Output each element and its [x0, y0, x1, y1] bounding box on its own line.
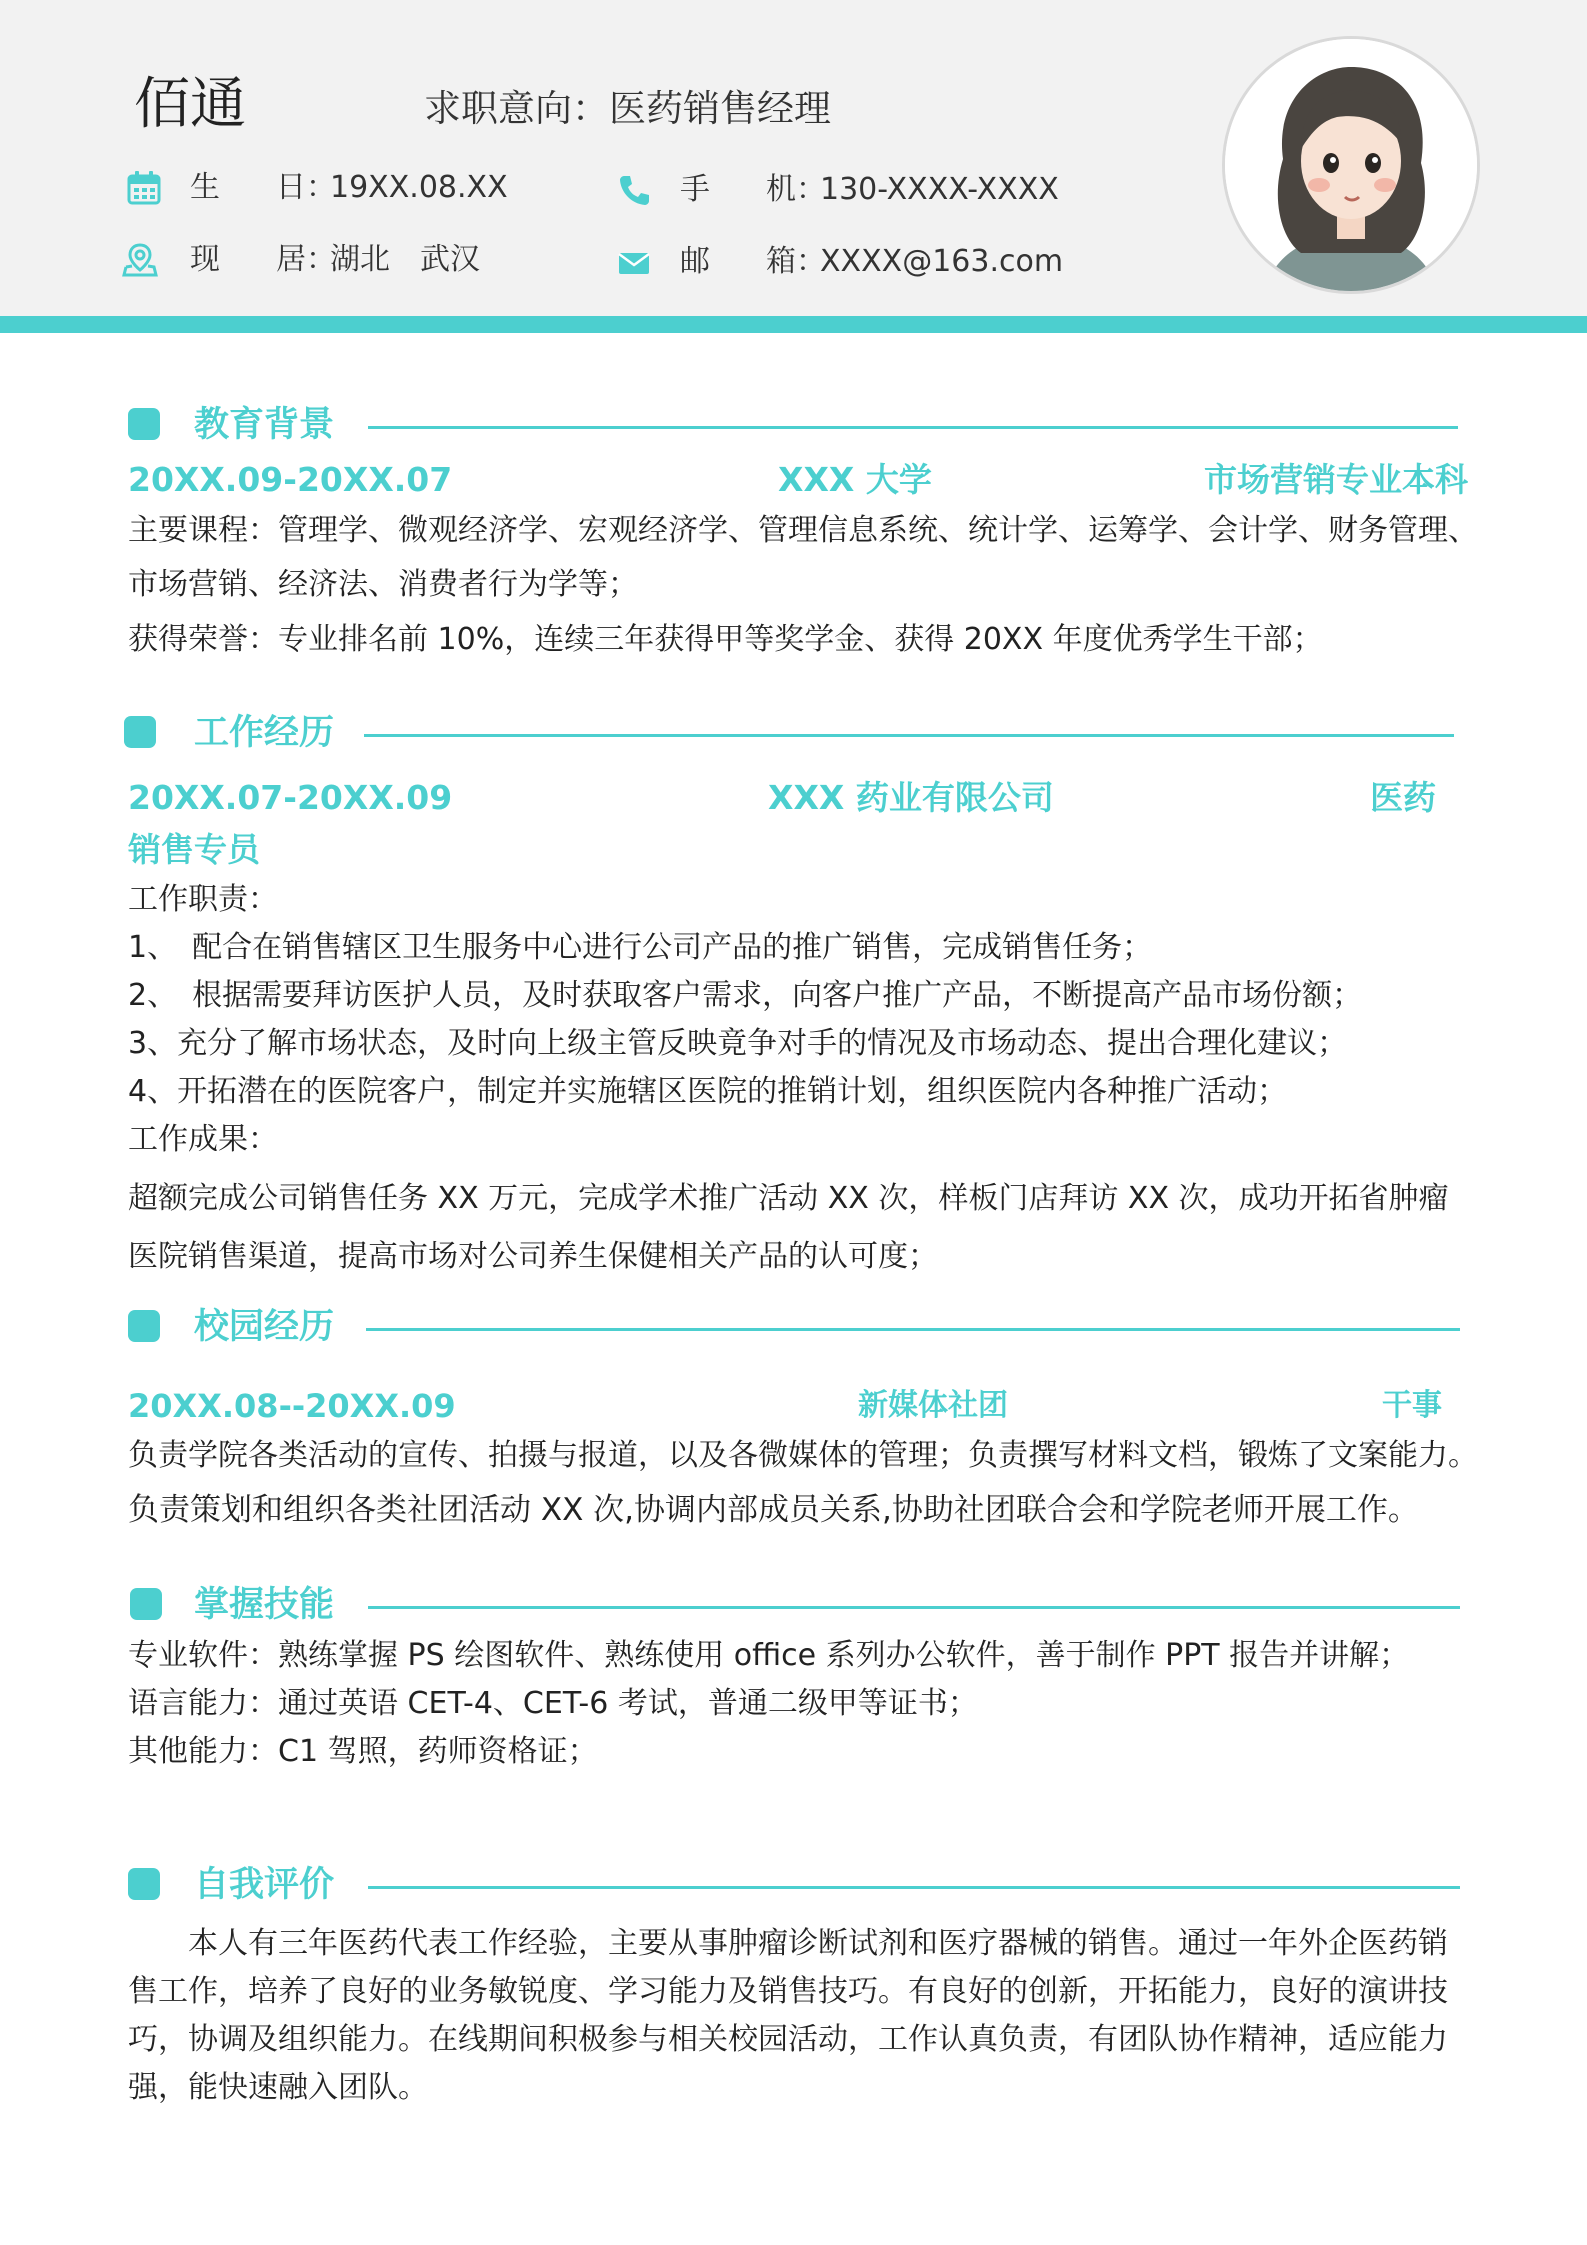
section-marker-icon [128, 408, 160, 440]
education-honors: 获得荣誉：专业排名前 10%，连续三年获得甲等奖学金、获得 20XX 年度优秀学生干部； [128, 622, 1323, 657]
work-results: 超额完成公司销售任务 XX 万元，完成学术推广活动 XX 次，样板门店拜访 XX 次，成功开拓省肿瘤医院销售渠道，提高市场对公司养生保健相关产品的认可度； [128, 1181, 1449, 1274]
calendar-icon [126, 170, 162, 206]
avatar [1222, 36, 1480, 294]
section-title: 掌握技能 [194, 1585, 335, 1625]
work-duties-label: 工作职责： [128, 882, 278, 917]
phone-key-1: 手 [680, 172, 710, 207]
work-duty-item: 2、 根据需要拜访医护人员，及时获取客户需求，向客户推广产品，不断提高产品市场份额； [128, 978, 1363, 1013]
avatar-illustration [1225, 39, 1477, 291]
education-major: 市场营销专业本科 [1204, 460, 1468, 499]
section-self-evaluation [128, 1860, 1458, 1910]
residence-row [122, 240, 642, 280]
work-role-part-2: 销售专员 [128, 830, 260, 869]
phone-icon [616, 172, 652, 208]
work-duty-item: 3、充分了解市场状态，及时向上级主管反映竟争对手的情况及市场动态、提出合理化建议； [128, 1026, 1348, 1061]
birth-key-2: 日： [276, 170, 336, 205]
section-title: 自我评价 [194, 1865, 335, 1905]
residence-key-1: 现 [190, 242, 220, 277]
email-value: XXXX@163.com [820, 244, 1064, 279]
education-school: XXX 大学 [778, 460, 932, 499]
section-title: 工作经历 [194, 713, 335, 753]
header-accent-bar [0, 316, 1587, 333]
section-divider [366, 1328, 1460, 1331]
campus-date: 20XX.08--20XX.09 [128, 1387, 456, 1425]
section-divider [368, 1606, 1460, 1609]
section-marker-icon [130, 1588, 162, 1620]
email-key-2: 箱： [766, 244, 826, 279]
residence-value: 湖北 武汉 [330, 242, 480, 277]
email-key-1: 邮 [680, 244, 710, 279]
campus-line-2: 负责策划和组织各类社团活动 XX 次,协调内部成员关系,协助社团联合会和学院老师开展工作。 [128, 1492, 1419, 1528]
self-evaluation-text: 本人有三年医药代表工作经验，主要从事肿瘤诊断试剂和医疗器械的销售。通过一年外企医药销售工作，培养了良好的业务敏锐度、学习能力及销售技巧。有良好的创新，开拓能力，良好的演讲技巧，协调及组织能力。在线期间积极参与相关校园活动，工作认真负责，有团队协作精神，适应能力强，能快速融入团队。 [128, 1926, 1448, 2105]
section-title: 校园经历 [194, 1307, 335, 1347]
section-divider [368, 426, 1458, 429]
education-date: 20XX.09-20XX.07 [128, 460, 453, 499]
work-role-part-1: 医药 [1370, 778, 1436, 817]
work-date: 20XX.07-20XX.09 [128, 778, 453, 817]
section-marker-icon [128, 1310, 160, 1342]
skill-item: 专业软件：熟练掌握 PS 绘图软件、熟练使用 office 系列办公软件，善于制作 PPT 报告并讲解； [128, 1638, 1410, 1673]
work-company: XXX 药业有限公司 [768, 778, 1054, 817]
birth-row [126, 168, 646, 208]
campus-org: 新媒体社团 [858, 1388, 1008, 1423]
birth-value: 19XX.08.XX [330, 170, 508, 205]
section-divider [364, 734, 1454, 737]
work-duty-item: 4、开拓潜在的医院客户，制定并实施辖区医院的推销计划，组织医院内各种推广活动； [128, 1074, 1288, 1109]
section-skills [128, 1580, 1458, 1630]
section-title: 教育背景 [194, 405, 335, 445]
skill-item: 语言能力：通过英语 CET-4、CET-6 考试，普通二级甲等证书； [128, 1686, 978, 1721]
location-icon [122, 242, 158, 278]
email-row [616, 242, 1176, 282]
section-marker-icon [124, 716, 156, 748]
phone-value: 130-XXXX-XXXX [820, 172, 1059, 207]
phone-row [616, 170, 1176, 210]
header-panel [0, 0, 1587, 316]
job-intent: 求职意向：医药销售经理 [424, 87, 831, 130]
mail-icon [616, 244, 652, 280]
residence-key-2: 居： [276, 242, 336, 277]
education-courses: 主要课程：管理学、微观经济学、宏观经济学、管理信息系统、统计学、运筹学、会计学、财务管理、市场营销、经济法、消费者行为学等； [128, 513, 1478, 602]
candidate-name: 佰通 [134, 72, 246, 137]
section-campus [128, 1302, 1458, 1352]
section-divider [368, 1886, 1460, 1889]
work-results-label: 工作成果： [128, 1122, 278, 1157]
phone-key-2: 机： [766, 172, 826, 207]
section-marker-icon [128, 1868, 160, 1900]
birth-key-1: 生 [190, 170, 220, 205]
work-duty-item: 1、 配合在销售辖区卫生服务中心进行公司产品的推广销售，完成销售任务； [128, 930, 1153, 965]
section-education [128, 400, 1458, 450]
skill-item: 其他能力：C1 驾照，药师资格证； [128, 1734, 598, 1769]
campus-role: 干事 [1382, 1388, 1442, 1423]
section-work [128, 708, 1458, 758]
campus-line-1: 负责学院各类活动的宣传、拍摄与报道，以及各微媒体的管理；负责撰写材料文档，锻炼了文案能力。 [128, 1438, 1478, 1473]
